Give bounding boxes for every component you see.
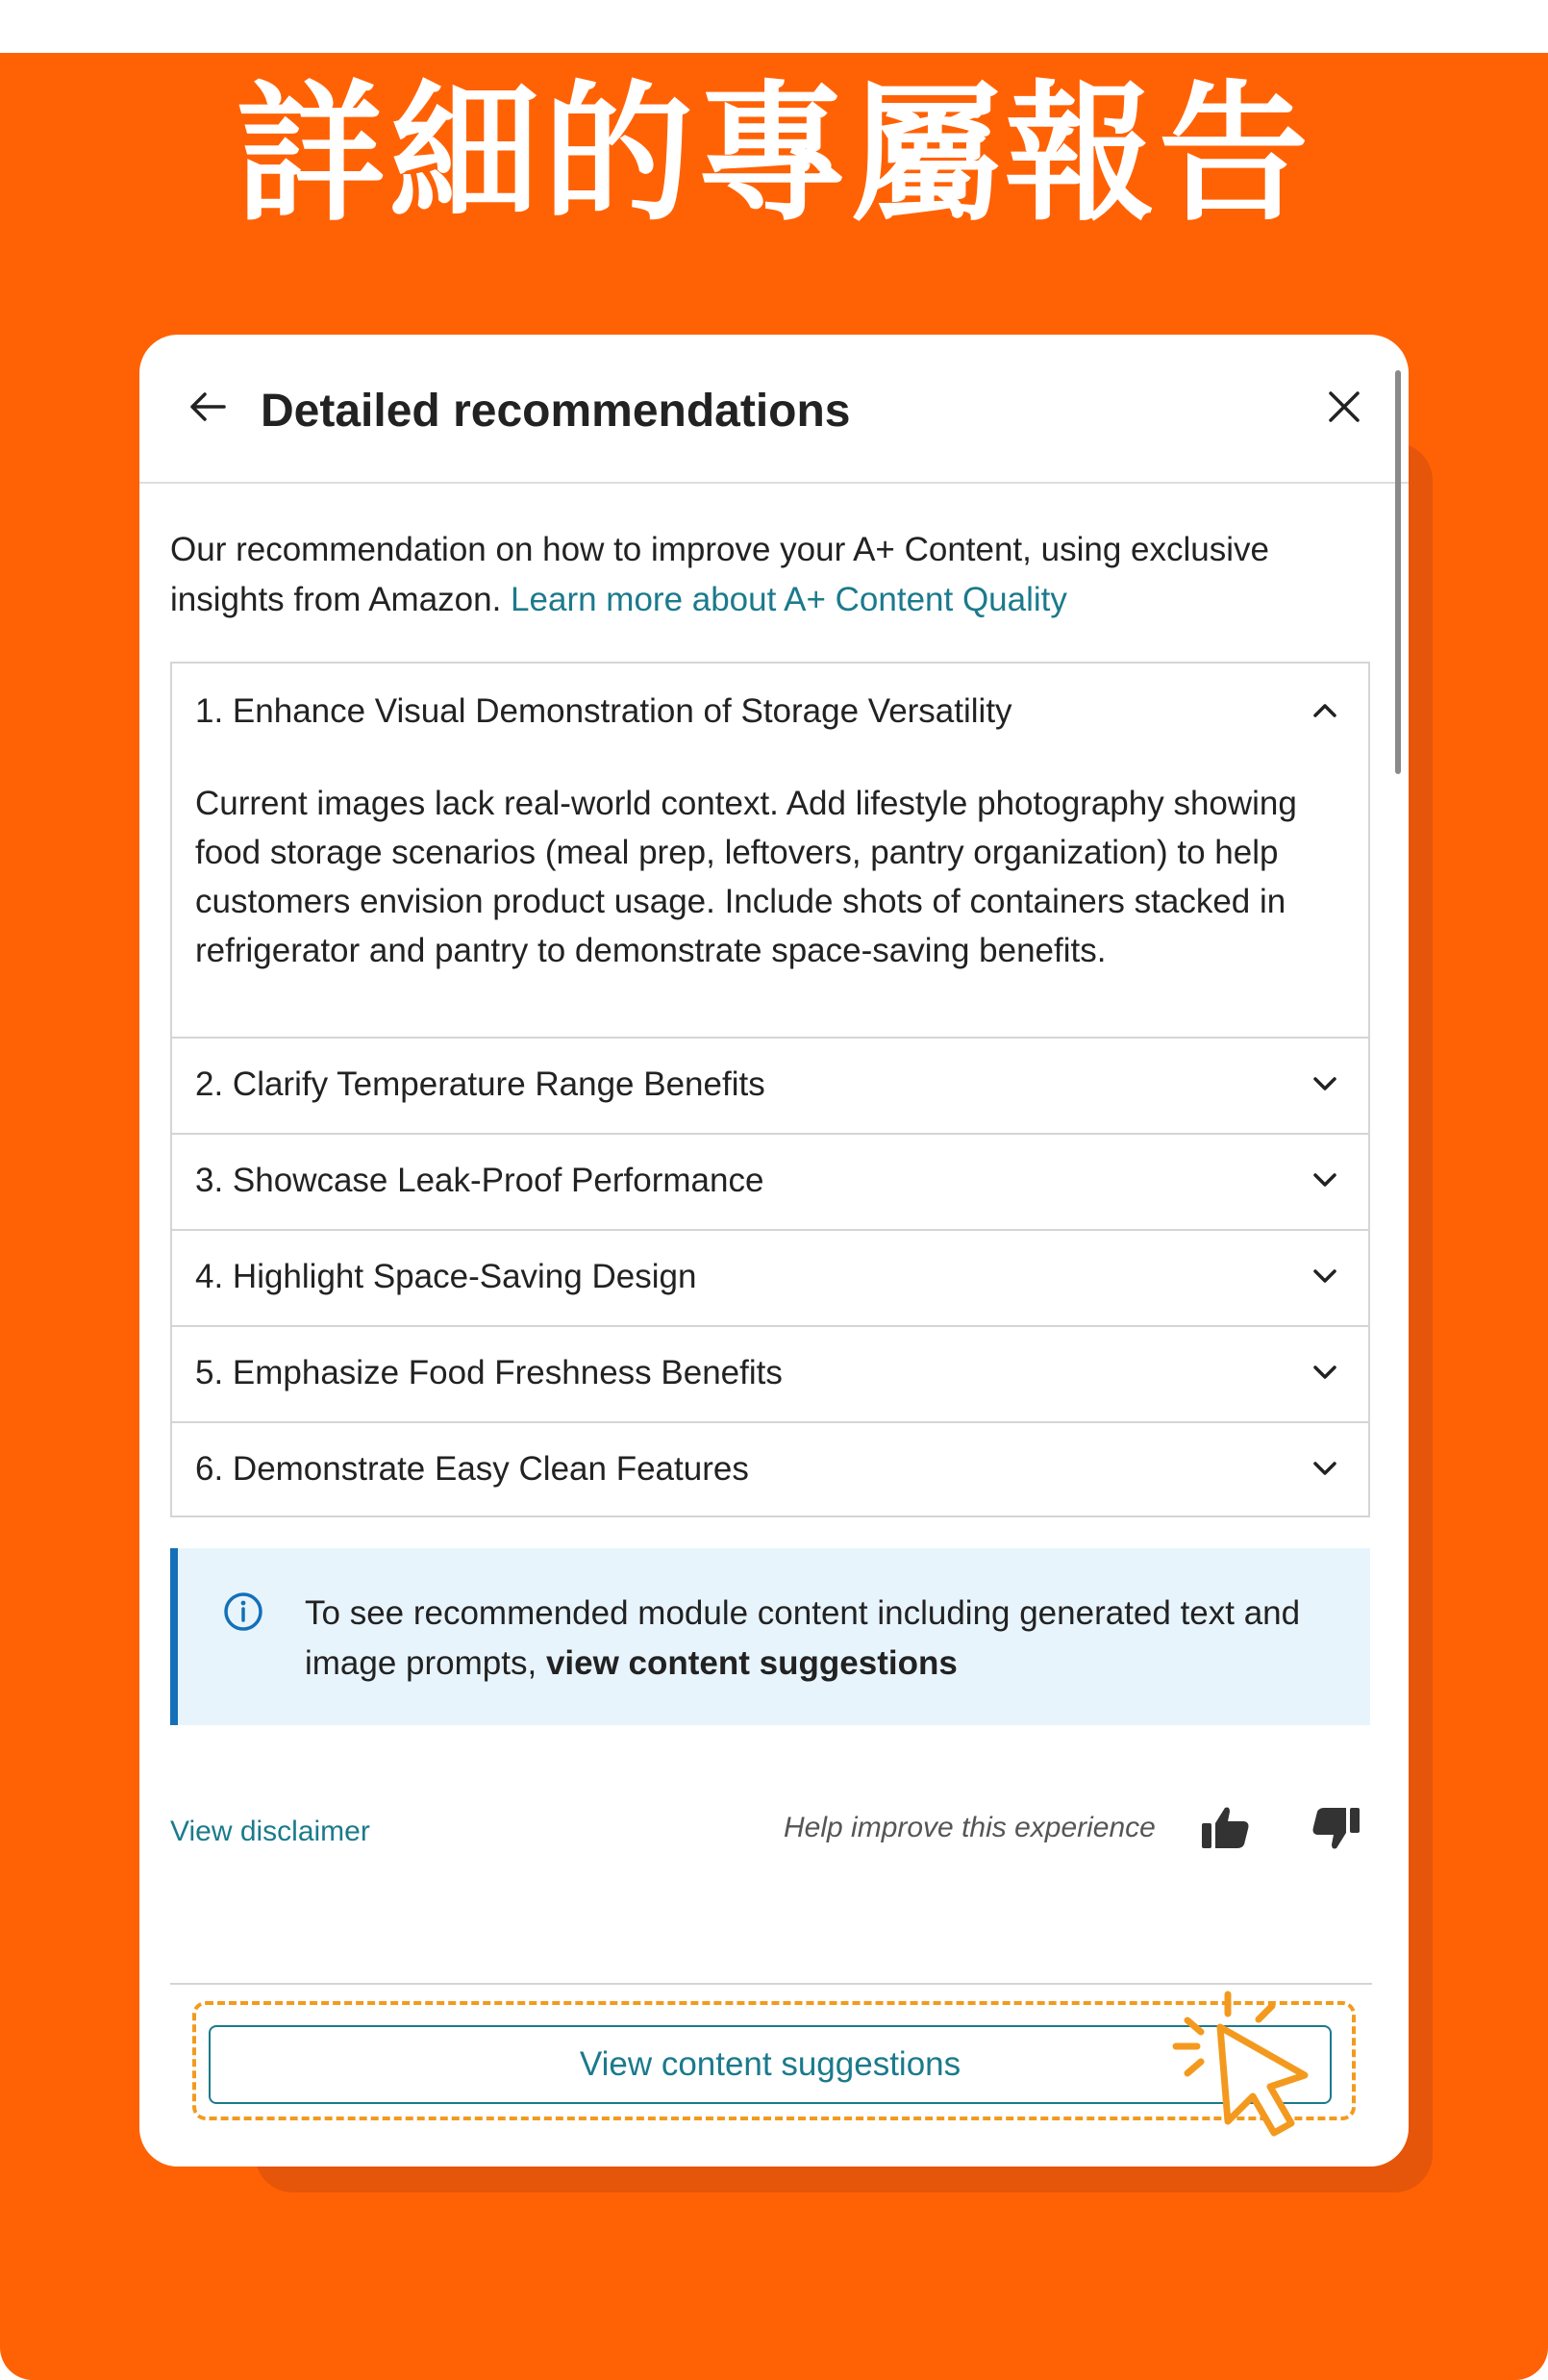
recommendation-item-1[interactable] — [172, 664, 1368, 1039]
footer-divider — [170, 1983, 1372, 1985]
info-icon — [222, 1591, 264, 1633]
recommendation-item-4[interactable] — [172, 1231, 1368, 1327]
close-icon[interactable] — [1325, 388, 1363, 426]
recommendation-title: 5. Emphasize Food Freshness Benefits — [195, 1354, 783, 1391]
recommendation-title: 4. Highlight Space-Saving Design — [195, 1258, 697, 1295]
view-content-suggestions-button[interactable]: View content suggestions — [209, 2025, 1332, 2104]
help-improve-label: Help improve this experience — [784, 1812, 1156, 1843]
recommendation-item-2[interactable] — [172, 1039, 1368, 1135]
chevron-down-icon[interactable] — [1311, 1069, 1339, 1098]
chevron-up-icon[interactable] — [1311, 696, 1339, 725]
recommendations-accordion — [170, 662, 1370, 1517]
recommendation-title: 6. Demonstrate Easy Clean Features — [195, 1450, 749, 1488]
info-alert — [170, 1548, 1370, 1725]
click-cursor-icon — [1147, 1987, 1339, 2160]
chevron-down-icon[interactable] — [1311, 1165, 1339, 1194]
info-text — [305, 1589, 1353, 1689]
view-content-suggestions-inline: view content suggestions — [545, 1644, 958, 1682]
recommendations-panel — [139, 335, 1409, 2167]
recommendation-item-5[interactable] — [172, 1327, 1368, 1423]
info-message: To see recommended module content including generated text and image prompts, — [305, 1594, 1301, 1682]
recommendation-body: Current images lack real-world context. Add lifestyle photography showing food storage scenarios (meal prep, leftovers, pantry organization) to help customers envision product usage. Include shots of containers stacked in refrigerator and pantry to demonstrate space-saving benefits. — [195, 785, 1297, 969]
panel-title: Detailed recommendations — [261, 386, 851, 437]
panel-header — [139, 335, 1409, 484]
recommendation-item-6[interactable] — [172, 1423, 1368, 1516]
thumbs-down-icon[interactable] — [1310, 1802, 1361, 1854]
panel-scrollbar[interactable] — [1395, 370, 1401, 774]
banner-title: 詳細的專屬報告 — [236, 66, 1312, 241]
recommendation-title: 3. Showcase Leak-Proof Performance — [195, 1162, 764, 1199]
thumbs-up-icon[interactable] — [1200, 1802, 1252, 1854]
learn-more-link[interactable]: Learn more about A+ Content Quality — [511, 581, 1067, 618]
view-disclaimer-link[interactable]: View disclaimer — [170, 1816, 370, 1847]
recommendation-title: 1. Enhance Visual Demonstration of Storage Versatility — [195, 692, 1012, 730]
back-arrow-icon[interactable] — [186, 385, 230, 429]
chevron-down-icon[interactable] — [1311, 1358, 1339, 1387]
intro-text: Our recommendation on how to improve your A+ Content, using exclusive insights from Amazon. — [170, 531, 1269, 618]
chevron-down-icon[interactable] — [1311, 1454, 1339, 1483]
intro-paragraph — [170, 525, 1362, 625]
recommendation-item-3[interactable] — [172, 1135, 1368, 1231]
chevron-down-icon[interactable] — [1311, 1262, 1339, 1290]
recommendation-title: 2. Clarify Temperature Range Benefits — [195, 1065, 765, 1103]
